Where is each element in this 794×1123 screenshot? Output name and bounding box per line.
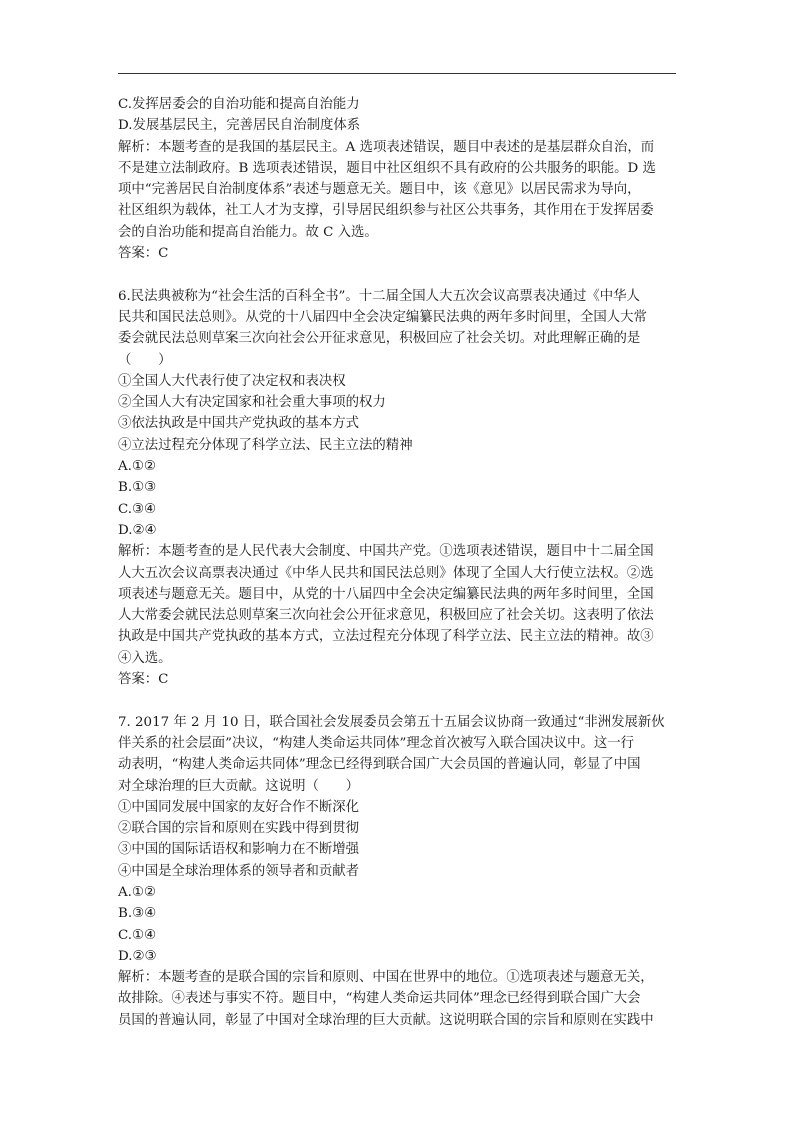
option-a: A.①②	[118, 459, 156, 475]
question-7	[118, 712, 678, 1031]
analysis-line: 人大五次会议高票表决通过《中华人民共和国民法总则》体现了全国人大行使立法权。②选	[118, 565, 654, 581]
analysis-line: 项表述与题意无关。题目中，从党的十八届四中全会决定编纂民法典的两年多时间里，全国	[118, 586, 654, 602]
analysis-line: ④入选。	[118, 650, 172, 666]
question-5-tail	[118, 94, 678, 264]
stem-line: 对全球治理的巨大贡献。这说明（ ）	[118, 778, 360, 794]
statement: ①全国人大代表行使了决定权和表决权	[118, 373, 346, 389]
statement: ②联合国的宗旨和原则在实践中得到贯彻	[118, 821, 360, 837]
analysis-line: 解析：本题考查的是我国的基层民主。A 选项表述错误，题目中表述的是基层群众自治，而	[118, 139, 655, 155]
answer: 答案：C	[118, 672, 169, 688]
stem-line: 动表明，“构建人类命运共同体”理念已经得到联合国广大会员国的普遍认同，彰显了中国	[118, 757, 641, 773]
option-c: C.①④	[118, 927, 157, 943]
statement: ③依法执政是中国共产党执政的基本方式	[118, 416, 360, 432]
stem-line: 委会就民法总则草案三次向社会公开征求意见，积极回应了社会关切。对此理解正确的是	[118, 331, 641, 347]
option-d: D.②④	[118, 522, 157, 538]
analysis-line: 解析：本题考查的是联合国的宗旨和原则、中国在世界中的地位。①选项表述与题意无关，	[118, 970, 654, 986]
stem-line: 民共和国民法总则》。从党的十八届四中全会决定编纂民法典的两年多时间里，全国人大常	[118, 309, 647, 325]
header-rule	[118, 73, 676, 74]
analysis-line: 解析：本题考查的是人民代表大会制度、中国共产党。①选项表述错误，题目中十二届全国	[118, 544, 654, 560]
question-6	[118, 286, 678, 691]
stem-line: （ ）	[118, 352, 172, 368]
option-d: D.发展基层民主，完善居民自治制度体系	[118, 118, 361, 134]
answer: 答案：C	[118, 246, 169, 262]
analysis-line: 项中“完善居民自治制度体系”表述与题意无关。题目中，该《意见》以居民需求为导向，	[118, 182, 641, 198]
analysis-line: 执政是中国共产党执政的基本方式，立法过程充分体现了科学立法、民主立法的精神。故③	[118, 629, 654, 645]
stem-line: 伴关系的社会层面”决议，“构建人类命运共同体”理念首次被写入联合国决议中。这一行	[118, 735, 634, 751]
stem-line: 6.民法典被称为“社会生活的百科全书”。十二届全国人大五次会议高票表决通过《中华人	[118, 288, 640, 304]
option-b: B.①③	[118, 480, 157, 496]
option-a: A.①②	[118, 884, 156, 900]
analysis-line: 不是建立法制政府。B 选项表述错误，题目中社区组织不具有政府的公共服务的职能。D 选	[118, 160, 656, 176]
option-c: C.③④	[118, 501, 157, 517]
analysis-line: 社区组织为载体，社工人才为支撑，引导居民组织参与社区公共事务，其作用在于发挥居委	[118, 203, 654, 219]
statement: ③中国的国际话语权和影响力在不断增强	[118, 842, 360, 858]
analysis-line: 故排除。④表述与事实不符。题目中，“构建人类命运共同体”理念已经得到联合国广大会	[118, 991, 641, 1007]
statement: ④中国是全球治理体系的领导者和贡献者	[118, 863, 360, 879]
analysis-line: 人大常委会就民法总则草案三次向社会公开征求意见，积极回应了社会关切。这表明了依法	[118, 608, 654, 624]
page-content	[118, 94, 678, 1031]
analysis-line: 会的自治功能和提高自治能力。故 C 入选。	[118, 224, 378, 240]
statement: ④立法过程充分体现了科学立法、民主立法的精神	[118, 437, 413, 453]
option-d: D.②③	[118, 948, 157, 964]
option-c: C.发挥居委会的自治功能和提高自治能力	[118, 97, 360, 112]
analysis-line: 员国的普遍认同，彰显了中国对全球治理的巨大贡献。这说明联合国的宗旨和原则在实践中	[118, 1012, 654, 1028]
statement: ①中国同发展中国家的友好合作不断深化	[118, 799, 360, 815]
stem-line: 7. 2017 年 2 月 10 日，联合国社会发展委员会第五十五届会议协商一致通过“非洲发展新伙	[118, 714, 665, 730]
statement: ②全国人大有决定国家和社会重大事项的权力	[118, 395, 386, 411]
option-b: B.③④	[118, 906, 157, 922]
